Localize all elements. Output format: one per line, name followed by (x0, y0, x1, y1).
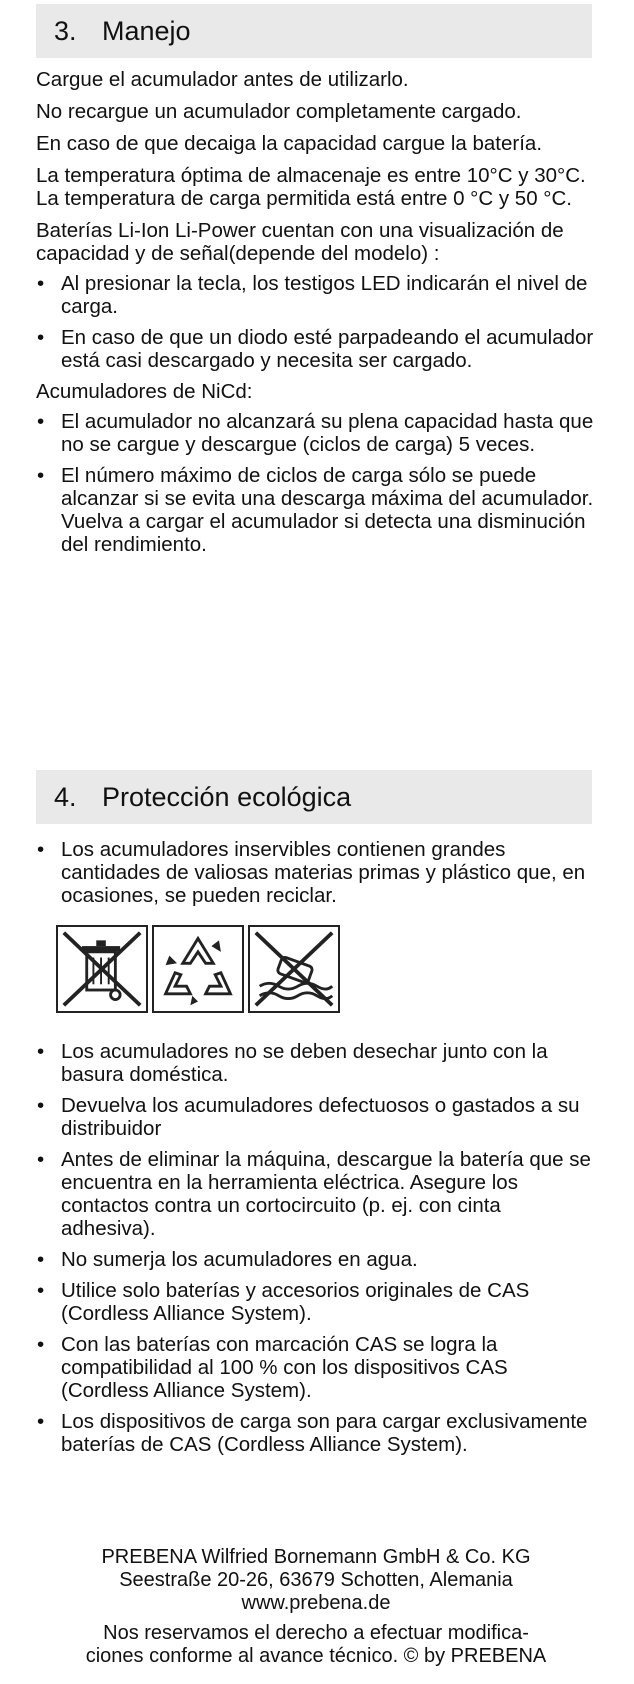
section-4-number: 4. (54, 782, 77, 812)
list-item: • Los acumuladores inservibles contienen grandes cantidades de valiosas materias primas y plástico que, en ocasiones, se pueden reciclar. (36, 838, 596, 907)
list-item: • Al presionar la tecla, los testigos LED indicarán el nivel de carga. (36, 272, 596, 318)
list-item: • El número máximo de ciclos de carga sólo se puede alcanzar si se evita una descarga máxima del acumulador. Vuelva a cargar el acumulador si detecta una disminución del rendimiento. (36, 464, 596, 556)
intro-list (36, 838, 596, 907)
no-water-icon (248, 925, 340, 1013)
paragraph: No recargue un acumulador completamente cargado. (36, 100, 522, 123)
section-3-header (36, 4, 592, 58)
list-item: • Antes de eliminar la máquina, descargue la batería que se encuentra en la herramienta eléctrica. Asegure los contactos contra un cortocircuito (p. ej. con cinta adhesiva). (36, 1148, 596, 1240)
footer-notice (36, 1622, 596, 1668)
list-item: • Los dispositivos de carga son para cargar exclusivamente baterías de CAS (Cordless Alliance System). (36, 1410, 596, 1456)
list-item: • Los acumuladores no se deben desechar junto con la basura doméstica. (36, 1040, 596, 1086)
nicd-heading: Acumuladores de NiCd: (36, 380, 253, 403)
list-item: • Devuelva los acumuladores defectuosos o gastados a su distribuidor (36, 1094, 596, 1140)
notice-line: ciones conforme al avance técnico. © by PREBENA (85, 1645, 547, 1667)
list-item: • Con las baterías con marcación CAS se logra la compatibilidad al 100 % con los dispositivos CAS (Cordless Alliance System). (36, 1333, 596, 1402)
recycle-icon (152, 925, 244, 1013)
disposal-list (36, 1040, 596, 1456)
section-4-title: Protección ecológica (102, 782, 352, 812)
crossed-out-bin-icon (56, 925, 148, 1013)
company-address: Seestraße 20-26, 63679 Schotten, Alemania (119, 1569, 513, 1591)
section-4-body (36, 1040, 596, 1464)
notice-line: Nos reservamos el derecho a efectuar modifica- (103, 1622, 529, 1644)
nicd-list (36, 410, 596, 556)
paragraph: La temperatura óptima de almacenaje es entre 10°C y 30°C. La temperatura de carga permitida está entre 0 °C y 50 °C. (36, 164, 586, 210)
liion-list (36, 272, 596, 372)
list-item: • En caso de que un diodo esté parpadeando el acumulador está casi descargado y necesita ser cargado. (36, 326, 596, 372)
section-3-body (36, 68, 596, 564)
footer-address (36, 1546, 596, 1615)
list-item: • No sumerja los acumuladores en agua. (36, 1248, 596, 1271)
paragraph: En caso de que decaiga la capacidad cargue la batería. (36, 132, 543, 155)
paragraph: Cargue el acumulador antes de utilizarlo. (36, 68, 409, 91)
disposal-symbols (56, 925, 340, 1013)
company-name: PREBENA Wilfried Bornemann GmbH & Co. KG (101, 1546, 531, 1568)
section-3-title: Manejo (102, 16, 191, 46)
section-4-intro (36, 838, 596, 915)
list-item: • Utilice solo baterías y accesorios originales de CAS (Cordless Alliance System). (36, 1279, 596, 1325)
company-website[interactable]: www.prebena.de (241, 1592, 391, 1614)
section-3-number: 3. (54, 16, 77, 46)
section-4-header (36, 770, 592, 824)
paragraph: Baterías Li-Ion Li-Power cuentan con una visualización de capacidad y de señal(depende del modelo) : (36, 219, 564, 265)
list-item: • El acumulador no alcanzará su plena capacidad hasta que no se cargue y descargue (ciclos de carga) 5 veces. (36, 410, 596, 456)
